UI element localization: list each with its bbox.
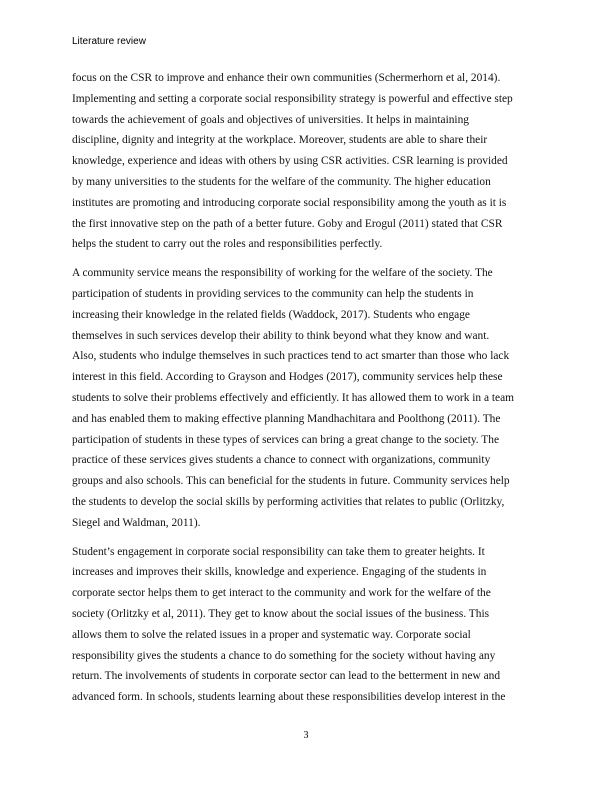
paragraph [72, 68, 542, 255]
text-line: Student’s engagement in corporate social responsibility can take them to greater heights. It [72, 545, 485, 558]
text-line: society (Orlitzky et al, 2011). They get to know about the social issues of the business. This [72, 607, 490, 620]
text-line: increasing their knowledge in the related fields (Waddock, 2017). Students who engage [72, 308, 470, 321]
text-line: participation of students in these types of services can bring a great change to the society. The [72, 433, 500, 446]
text-line: interest in this field. According to Grayson and Hodges (2017), community services help these [72, 371, 503, 384]
body-text [72, 68, 542, 716]
text-line: responsibility gives the students a chance to do something for the society without having any [72, 649, 496, 662]
text-line: helps the student to carry out the roles and responsibilities perfectly. [72, 238, 383, 251]
text-line: discipline, dignity and integrity at the workplace. Moreover, students are able to share their [72, 134, 488, 147]
text-line: themselves in such services develop their ability to think beyond what they know and want. [72, 329, 490, 342]
text-line: focus on the CSR to improve and enhance their own communities (Schermerhorn et al, 2014). [72, 72, 501, 84]
text-line: knowledge, experience and ideas with others by using CSR activities. CSR learning is provided [72, 155, 508, 168]
text-line: participation of students in providing services to the community can help the students in [72, 287, 474, 300]
text-line: practice of these services gives students a chance to connect with organizations, community [72, 454, 491, 467]
text-line: institutes are promoting and introducing corporate social responsibility among the youth as it is [72, 196, 507, 209]
text-line: return. The involvements of students in corporate sector can lead to the betterment in new and [72, 670, 501, 683]
text-line: towards the achievement of goals and objectives of universities. It helps in maintaining [72, 113, 469, 126]
paragraph [72, 542, 542, 708]
paragraph [72, 263, 542, 533]
text-line: Siegel and Waldman, 2011). [72, 516, 201, 529]
text-line: by many universities to the students for the welfare of the community. The higher education [72, 175, 491, 188]
text-line: corporate sector helps them to get interact to the community and work for the welfare of the [72, 587, 491, 600]
text-line: the first innovative step on the path of a better future. Goby and Erogul (2011) stated that CSR [72, 217, 503, 230]
text-line: increases and improves their skills, knowledge and experience. Engaging of the students in [72, 566, 487, 579]
text-line: the students to develop the social skills by performing activities that relates to public (Orlitzky, [72, 495, 505, 508]
text-line: Also, students who indulge themselves in such practices tend to act smarter than those who lack [72, 350, 510, 363]
text-line: groups and also schools. This can beneficial for the students in future. Community services help [72, 475, 510, 488]
text-line: A community service means the responsibility of working for the welfare of the society. The [72, 267, 493, 280]
running-header: Literature review [72, 36, 146, 47]
text-line: allows them to solve the related issues in a proper and systematic way. Corporate social [72, 628, 471, 641]
text-line: Implementing and setting a corporate social responsibility strategy is powerful and effective step [72, 92, 513, 105]
page-number: 3 [303, 730, 309, 741]
text-line: and has enabled them to making effective planning Mandhachitara and Poolthong (2011). The [72, 412, 501, 425]
text-line: advanced form. In schools, students learning about these responsibilities develop interest in the [72, 691, 506, 704]
text-line: students to solve their problems effectively and efficiently. It has allowed them to work in a team [72, 391, 515, 404]
